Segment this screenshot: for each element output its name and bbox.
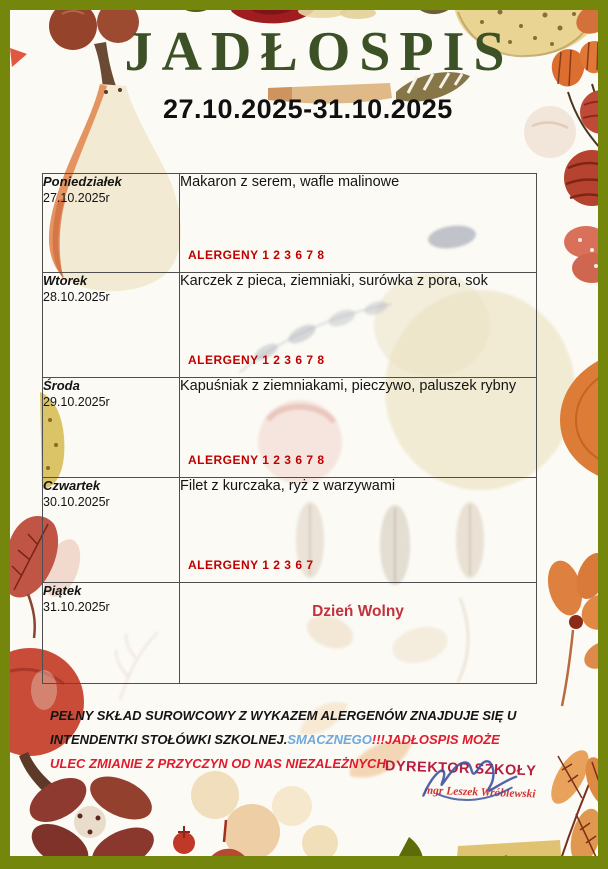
table-row-friday — [43, 583, 537, 684]
signature-block — [335, 757, 536, 801]
meal-cell — [180, 378, 537, 478]
meal-text: Filet z kurczaka, ryż z warzywami — [180, 478, 396, 494]
allergens-text: ALERGENY 1 2 3 6 7 8 — [188, 453, 325, 467]
day-label: Czwartek — [43, 478, 101, 493]
day-cell — [43, 478, 180, 583]
day-cell — [43, 174, 180, 273]
table-row-thursday — [43, 478, 537, 583]
table-row-tuesday — [43, 273, 537, 378]
meal-cell — [180, 174, 537, 273]
day-label: Środa — [43, 378, 80, 393]
meal-cell — [180, 478, 537, 583]
day-date: 29.10.2025r — [43, 395, 110, 409]
day-label: Piątek — [43, 583, 82, 598]
menu-table — [42, 173, 537, 684]
notice-exclamation: !!! — [371, 732, 385, 747]
notice-ingredients: PEŁNY SKŁAD SUROWCOWY Z WYKAZEM ALERGENÓW ZNAJDUJE SIĘ U INTENDENTKI STOŁÓWKI SZKOLNEJ. — [50, 708, 517, 747]
day-cell — [43, 583, 180, 684]
day-cell — [43, 273, 180, 378]
allergens-text: ALERGENY 1 2 3 6 7 — [188, 558, 314, 572]
meal-text: Karczek z pieca, ziemniaki, surówka z pora, sok — [180, 273, 488, 289]
meal-cell — [180, 583, 537, 684]
notice-disclaimer: JADŁOSPIS MOŻE ULEC ZMIANIE Z PRZYCZYN OD NAS NIEZALEŻNYCH. — [50, 732, 500, 771]
meal-cell — [180, 273, 537, 378]
handwritten-signature — [415, 753, 529, 805]
day-date: 27.10.2025r — [43, 191, 110, 205]
director-name: mgr Leszek Wróblewski — [423, 784, 536, 801]
allergens-text: ALERGENY 1 2 3 6 7 8 — [188, 353, 325, 367]
page-title: JADŁOSPIS — [124, 21, 514, 83]
notice-smacznego: SMACZNEGO — [287, 732, 372, 747]
meal-text: Makaron z serem, wafle malinowe — [180, 174, 400, 190]
table-row-monday — [43, 174, 537, 273]
day-label: Poniedziałek — [43, 174, 122, 189]
day-date: 30.10.2025r — [43, 495, 110, 509]
director-title: DYREKTOR SZKOŁY — [384, 758, 537, 780]
meal-text: Kapuśniak z ziemniakami, pieczywo, paluszek rybny — [180, 378, 517, 394]
allergens-text: ALERGENY 1 2 3 6 7 8 — [188, 248, 325, 262]
day-cell — [43, 378, 180, 478]
free-day-text: Dzień Wolny — [312, 603, 404, 620]
date-range: 27.10.2025-31.10.2025 — [163, 94, 453, 124]
day-date: 28.10.2025r — [43, 290, 110, 304]
day-label: Wtorek — [43, 273, 88, 288]
table-row-wednesday — [43, 378, 537, 478]
day-date: 31.10.2025r — [43, 600, 110, 614]
